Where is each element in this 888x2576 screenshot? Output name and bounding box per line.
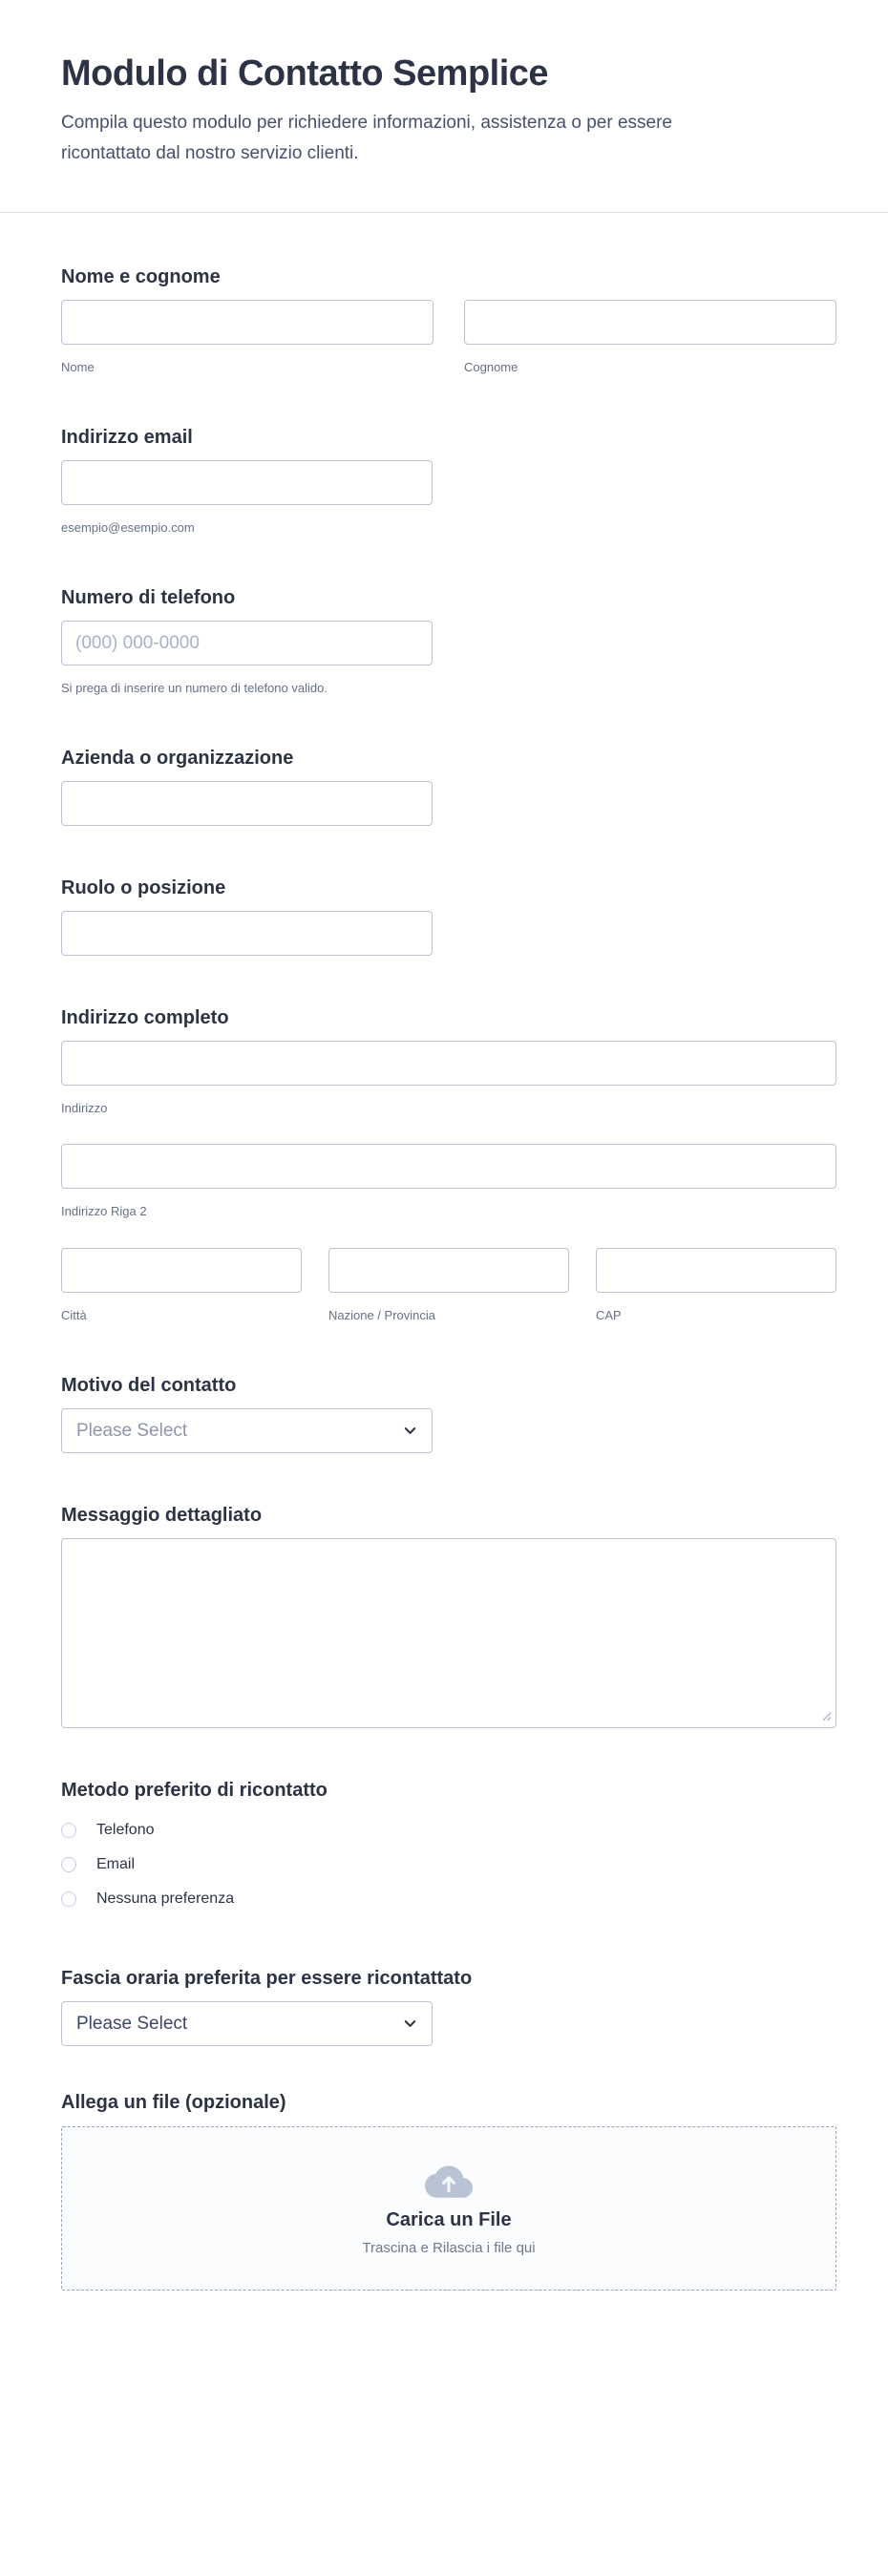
field-contact-method — [61, 1778, 836, 1916]
chevron-down-icon — [403, 2016, 417, 2031]
role-input[interactable] — [61, 911, 433, 956]
file-upload-label: Allega un file (opzionale) — [61, 2092, 286, 2113]
field-contact-reason — [61, 1373, 836, 1453]
form-header — [0, 0, 888, 169]
time-slot-label: Fascia oraria preferita per essere ricontattato — [61, 1968, 473, 1989]
address-label: Indirizzo completo — [61, 1007, 229, 1028]
last-name-sublabel: Cognome — [464, 360, 518, 374]
message-label: Messaggio dettagliato — [61, 1505, 263, 1526]
radio-option-nessuna-preferenza[interactable] — [61, 1882, 836, 1916]
upload-button-text: Carica un File — [386, 2208, 512, 2230]
radio-label-nessuna-preferenza: Nessuna preferenza — [96, 1890, 235, 1907]
company-label: Azienda o organizzazione — [61, 748, 294, 769]
phone-label: Numero di telefono — [61, 587, 236, 608]
field-email — [61, 425, 836, 536]
radio-label-email: Email — [96, 1856, 136, 1872]
zip-sublabel: CAP — [596, 1308, 622, 1322]
contact-reason-label: Motivo del contatto — [61, 1375, 237, 1396]
last-name-input[interactable] — [464, 300, 836, 345]
radio-circle-icon[interactable] — [61, 1823, 76, 1838]
zip-input[interactable] — [596, 1248, 836, 1293]
message-textarea[interactable] — [61, 1538, 836, 1728]
city-input[interactable] — [61, 1248, 302, 1293]
page-subtitle: Compila questo modulo per richiedere informazioni, assistenza o per essere ricontattato dal nostro servizio clienti. — [61, 113, 672, 163]
company-input[interactable] — [61, 781, 433, 826]
phone-sublabel: Si prega di inserire un numero di telefono valido. — [61, 681, 328, 695]
email-sublabel: esempio@esempio.com — [61, 520, 195, 535]
city-sublabel: Città — [61, 1308, 87, 1322]
radio-circle-icon[interactable] — [61, 1857, 76, 1872]
phone-input[interactable] — [61, 621, 433, 665]
time-slot-select[interactable] — [61, 2001, 433, 2046]
contact-reason-select[interactable] — [61, 1408, 433, 1453]
full-name-label: Nome e cognome — [61, 266, 221, 287]
contact-method-options — [61, 1813, 836, 1916]
field-full-name — [61, 264, 836, 375]
field-file-upload — [61, 2090, 836, 2291]
address-line2-sublabel: Indirizzo Riga 2 — [61, 1204, 147, 1218]
field-time-slot — [61, 1966, 836, 2046]
contact-method-label: Metodo preferito di ricontatto — [61, 1780, 328, 1801]
radio-label-telefono: Telefono — [96, 1822, 155, 1838]
cloud-upload-icon — [425, 2162, 473, 2198]
first-name-sublabel: Nome — [61, 360, 95, 374]
radio-circle-icon[interactable] — [61, 1891, 76, 1907]
state-sublabel: Nazione / Provincia — [328, 1308, 435, 1322]
time-slot-selected-value: Please Select — [76, 2013, 188, 2034]
file-upload-dropzone[interactable] — [61, 2126, 836, 2291]
field-role — [61, 876, 836, 956]
field-message — [61, 1503, 836, 1728]
state-input[interactable] — [328, 1248, 569, 1293]
contact-reason-selected-value: Please Select — [76, 1420, 188, 1441]
email-label: Indirizzo email — [61, 427, 193, 448]
role-label: Ruolo o posizione — [61, 877, 226, 898]
form-body — [0, 213, 888, 2571]
email-input[interactable] — [61, 460, 433, 505]
textarea-resize-handle[interactable] — [821, 1711, 832, 1721]
address-line1-sublabel: Indirizzo — [61, 1101, 108, 1115]
page-title: Modulo di Contatto Semplice — [61, 53, 549, 94]
field-phone — [61, 585, 836, 696]
address-line1-input[interactable] — [61, 1041, 836, 1086]
radio-option-email[interactable] — [61, 1848, 836, 1882]
radio-option-telefono[interactable] — [61, 1813, 836, 1848]
upload-drop-text: Trascina e Rilascia i file qui — [362, 2239, 536, 2256]
first-name-input[interactable] — [61, 300, 433, 345]
address-line2-input[interactable] — [61, 1144, 836, 1189]
field-address — [61, 1005, 836, 1323]
chevron-down-icon — [403, 1424, 417, 1438]
field-company — [61, 746, 836, 826]
